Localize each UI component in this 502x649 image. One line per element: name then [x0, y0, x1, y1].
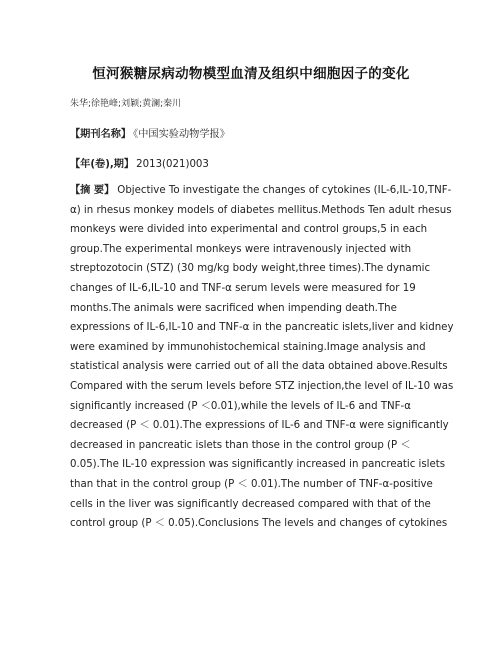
journal-value: 《中国实验动物学报》: [133, 129, 230, 140]
abstract-line: statistical analysis were carried out of all the data obtained above.Results: [70, 361, 448, 373]
abstract-line: changes of IL-6,IL-10 and TNF-α serum levels were measured for 19: [70, 282, 416, 294]
year-value: 2013(021)003: [136, 159, 209, 170]
abstract-line: 0.05).The IL-10 expression was significantly increased in pancreatic islets: [70, 459, 446, 471]
year-volume-issue-row: [70, 155, 209, 170]
abstract-line: control group (P ＜ 0.05).Conclusions The levels and changes of cytokines: [70, 518, 448, 530]
abstract-line: α) in rhesus monkey models of diabetes mellitus.Methods Ten adult rhesus: [70, 204, 452, 216]
abstract-text: Objective To investigate the changes of cytokines (IL-6,IL-10,TNF-: [117, 185, 452, 196]
abstract-line: expressions of IL-6,IL-10 and TNF-α in the pancreatic islets,liver and kidney: [70, 322, 454, 334]
abstract-line: significantly increased (P ＜0.01),while the levels of IL-6 and TNF-α: [70, 400, 411, 412]
article-title: 恒河猴糖尿病动物模型血清及组织中细胞因子的变化: [92, 66, 410, 82]
journal-name-row: [70, 125, 230, 140]
year-label: 【年(卷),期】: [70, 159, 135, 170]
abstract-line: cells in the liver was significantly decreased compared with that of the: [70, 498, 431, 510]
abstract-line: decreased in pancreatic islets than those in the control group (P ＜: [70, 439, 411, 451]
abstract-line: group.The experimental monkeys were intravenously injected with: [70, 243, 412, 255]
abstract-label: 【摘 要】: [70, 185, 115, 196]
abstract-line: were examined by immunohistochemical staining.Image analysis and: [70, 341, 426, 353]
abstract-line: monkeys were divided into experimental and control groups,5 in each: [70, 224, 428, 236]
abstract-line: than that in the control group (P ＜ 0.01).The number of TNF-α-positive: [70, 478, 433, 490]
abstract-block: [70, 181, 454, 534]
author-list: 朱华;徐艳峰;刘颖;黄澜;秦川: [70, 99, 182, 109]
journal-label: 【期刊名称】: [70, 129, 132, 140]
abstract-line: months.The animals were sacrificed when impending death.The: [70, 302, 397, 314]
abstract-line: Compared with the serum levels before STZ injection,the level of IL-10 was: [70, 380, 454, 392]
abstract-line: streptozotocin (STZ) (30 mg/kg body weight,three times).The dynamic: [70, 263, 431, 275]
abstract-line: decreased (P ＜ 0.01).The expressions of IL-6 and TNF-α were significantly: [70, 420, 449, 432]
abstract-line: [70, 181, 452, 201]
